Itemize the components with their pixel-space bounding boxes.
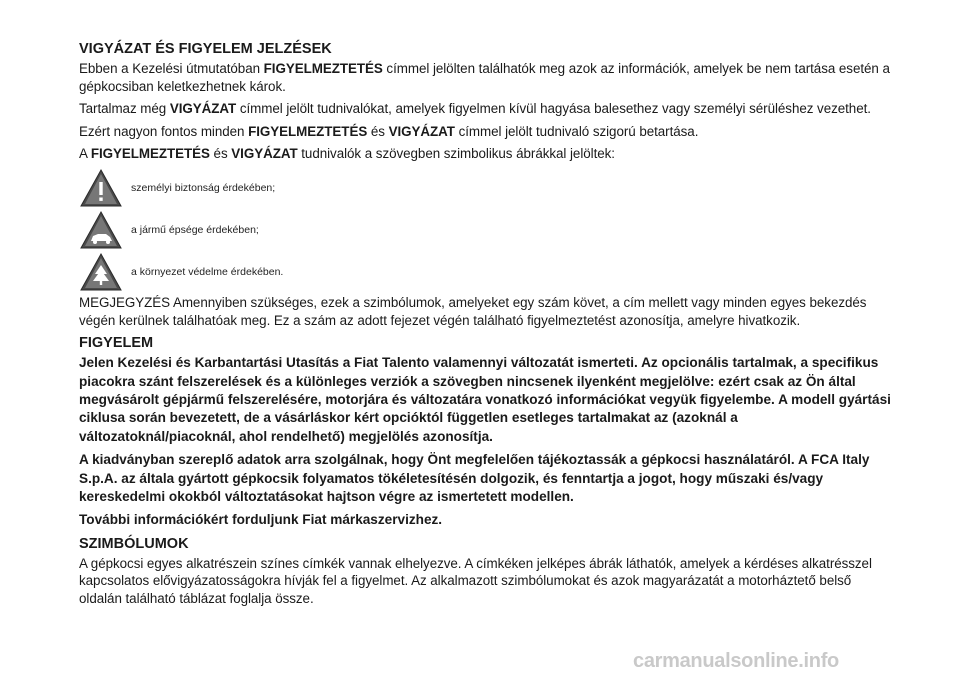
keyword: FIGYELMEZTETÉS: [90, 146, 210, 162]
keyword: FIGYELMEZTETÉS: [263, 61, 383, 76]
icon-row-vehicle: [79, 210, 894, 250]
keyword: VIGYÁZAT: [231, 146, 298, 162]
section-title-warnings: VIGYÁZAT ÉS FIGYELEM JELZÉSEK: [79, 41, 332, 57]
text: címmel jelölten találhatók meg azok az információk, amelyek be nem tartása esetén a gépkocsiban keletkezhetnek károk.: [79, 61, 890, 94]
icon-row-personal: [79, 168, 894, 208]
keyword: VIGYÁZAT: [388, 123, 455, 139]
paragraph-importance: [79, 123, 894, 141]
text: és: [209, 146, 232, 162]
section-title-symbols: SZIMBÓLUMOK: [79, 535, 189, 552]
icon-label: a jármű épsége érdekében;: [131, 223, 259, 236]
text: tudnivalók a szövegben szimbolikus ábrákkal jelöltek:: [297, 146, 615, 162]
car-warning-icon: [79, 210, 123, 250]
keyword: VIGYÁZAT: [169, 101, 237, 117]
text: címmel jelölt tudnivaló szigorú betartása.: [454, 123, 699, 139]
paragraph-symbols: A gépkocsi egyes alkatrészein színes címkék vannak elhelyezve. A címkéken jelképes ábrák láthatók, amelyek a kérdéses alkatrésszel kapcsolatos elővigyázatosságokra hívják fel a figyelmet. Az alkalmazott szimbólumokat és azok magyarázatát a motorháztető belső oldalán található táblázat foglalja össze.: [79, 555, 872, 606]
paragraph-note: MEGJEGYZÉS Amennyiben szükséges, ezek a szimbólumok, amelyeket egy szám követ, a cím mellett vagy minden egyes bekezdés végén kerülnek találhatóak meg. Ez a szám az adott fejezet végén található figyelmeztetést azonosítja, amelyre hivatkozik.: [79, 294, 867, 328]
text: Tartalmaz még: [79, 101, 170, 117]
text: A: [79, 146, 91, 162]
paragraph-symbols-intro: [79, 145, 894, 163]
tree-environment-icon: [79, 252, 123, 292]
keyword: FIGYELMEZTETÉS: [248, 123, 368, 139]
paragraph-intro: [79, 60, 894, 95]
icon-label: személyi biztonság érdekében;: [131, 181, 276, 194]
manual-page: [79, 40, 894, 613]
paragraph-bold-1: Jelen Kezelési és Karbantartási Utasítás a Fiat Talento valamennyi változatát ismerteti. Az opcionális tartalmak, a specifikus piacokra szánt felszerelések és a különleges verziók a szövegben nincsenek ilyenként megjelölve: ezért csak az Ön által megvásárolt gépjármű felszerelésére, motorjára és változatára vonatkozó információkat vegyük figyelembe. A modell gyártási ciklusa során bevezetett, de a vásárláskor kért opcióktól független esetleges tartalmakat az (azoknál a változatoknál/piacoknál, ahol rendelhető) megjelölés azonosítja.: [79, 355, 891, 444]
section-title-attention: FIGYELEM: [79, 335, 154, 352]
text: Ebben a Kezelési útmutatóban: [79, 61, 264, 76]
paragraph-bold-2: A kiadványban szereplő adatok arra szolgálnak, hogy Önt megfelelően tájékoztassák a gépkocsi használatáról. A FCA Italy S.p.A. az általa gyártott gépkocsik folyamatos tökéletesítésén dolgozik, és fenntartja a jogot, hogy műszaki és/vagy kereskedelmi okokból változtatásokat hajtson végre az ismertetett modellen.: [79, 452, 870, 504]
watermark: carmanualsonline.info: [633, 650, 839, 672]
text: és: [367, 123, 389, 139]
exclamation-warning-icon: [79, 168, 123, 208]
icon-label: a környezet védelme érdekében.: [131, 265, 284, 278]
paragraph-bold-3: További információkért forduljunk Fiat márkaszervizhez.: [79, 512, 443, 528]
icon-row-environment: [79, 252, 894, 292]
paragraph-caution: [79, 100, 894, 118]
text: címmel jelölt tudnivalókat, amelyek figyelmen kívül hagyása balesethez vagy személyi sérüléshez vezethet.: [236, 101, 871, 117]
text: Ezért nagyon fontos minden: [79, 123, 249, 139]
